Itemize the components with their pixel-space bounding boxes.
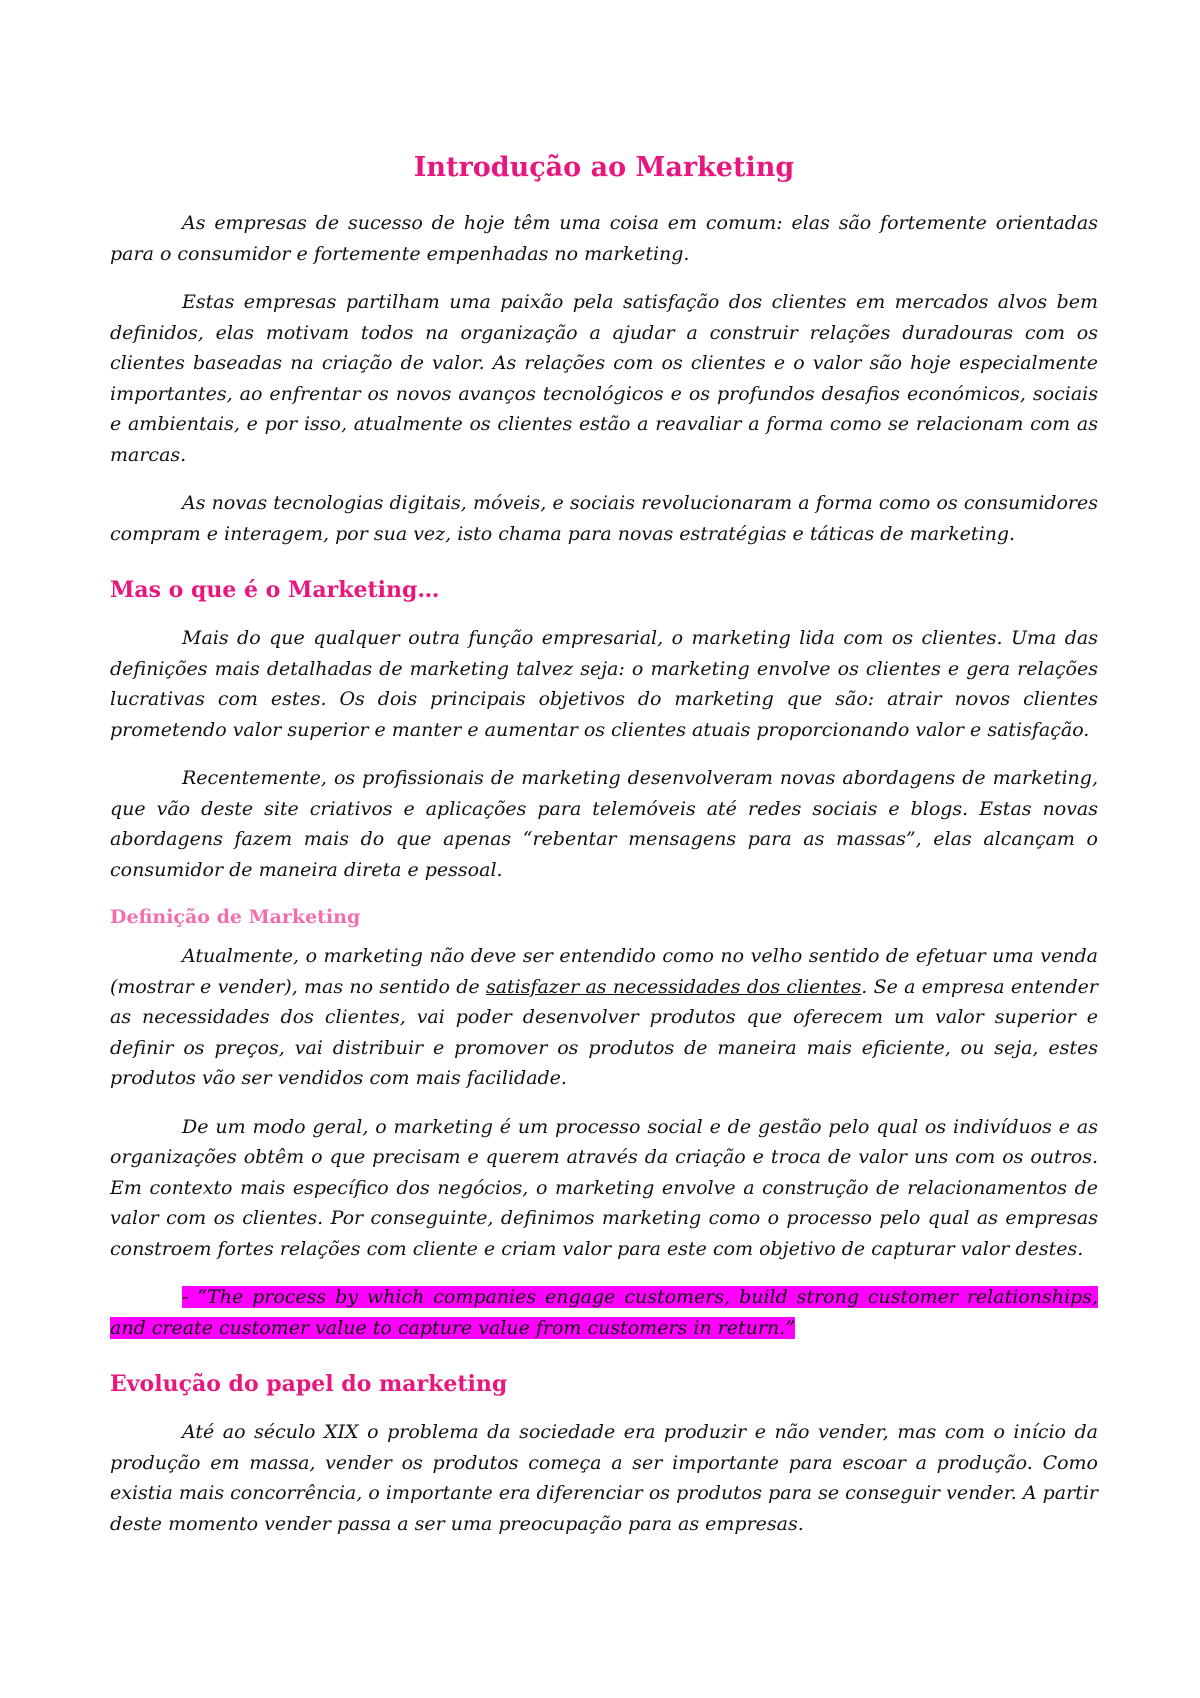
section1-paragraph-1: Mais do que qualquer outra função empresarial, o marketing lida com os clientes. Uma das definições mais detalhadas de marketing talvez seja: o marketing envolve os clientes e gera relações lucrativas com estes. Os dois principais objetivos do marketing que são: atrair novos clientes prometendo valor superior e manter e aumentar os clientes atuais proporcionando valor e satisfação. <box>110 627 1098 741</box>
intro-paragraph-3: As novas tecnologias digitais, móveis, e sociais revolucionaram a forma como os consumidores compram e interagem, por sua vez, isto chama para novas estratégias e táticas de marketing. <box>110 492 1098 545</box>
intro-paragraph-2: Estas empresas partilham uma paixão pela satisfação dos clientes em mercados alvos bem definidos, elas motivam todos na organização a ajudar a construir relações duradouras com os clientes baseadas na criação de valor. As relações com os clientes e o valor são hoje especialmente importantes, ao enfrentar os novos avanços tecnológicos e os profundos desafios económicos, sociais e ambientais, e por isso, atualmente os clientes estão a reavaliar a forma como se relacionam com as marcas. <box>110 291 1098 466</box>
section-heading-evolution: Evolução do papel do marketing <box>110 1371 508 1397</box>
definition-paragraph-1 <box>110 941 1098 1094</box>
underlined-phrase: satisfazer as necessidades dos clientes <box>485 975 862 998</box>
definition-paragraph-2: De um modo geral, o marketing é um processo social e de gestão pelo qual os indivíduos e as organizações obtêm o que precisam e querem através da criação e troca de valor uns com os outros. Em contexto mais específico dos negócios, o marketing envolve a construção de relacionamentos de valor com os clientes. Por conseguinte, definimos marketing como o processo pelo qual as empresas constroem fortes relações com cliente e criam valor para este com objetivo de capturar valor destes. <box>110 1115 1098 1260</box>
page-title: Introdução ao Marketing <box>413 152 795 183</box>
intro-paragraph-1: As empresas de sucesso de hoje têm uma coisa em comum: elas são fortemente orientadas para o consumidor e fortemente empenhadas no marketing. <box>110 212 1098 265</box>
section-heading-what-is-marketing: Mas o que é o Marketing… <box>110 577 440 603</box>
definition-text-before: Atualmente, o marketing não deve ser entendido como no velho sentido de efetuar uma venda (mostrar e vender), mas no sentido de <box>110 945 1098 998</box>
section2-paragraph-1: Até ao século XIX o problema da sociedade era produzir e não vender, mas com o início da produção em massa, vender os produtos começa a ser importante para escoar a produção. Como existia mais concorrência, o importante era diferenciar os produtos para se conseguir vender. A partir deste momento vender passa a ser uma preocupação para as empresas. <box>110 1421 1098 1535</box>
quote-paragraph <box>110 1282 1098 1343</box>
subsection-heading-definition: Definição de Marketing <box>110 906 361 928</box>
highlighted-quote: - “The process by which companies engage customers, build strong customer relationships, and create customer value to capture value from customers in return.” <box>110 1286 1098 1339</box>
definition-text-after: . Se a empresa entender as necessidades dos clientes, vai poder desenvolver produtos que oferecem um valor superior e definir os preços, vai distribuir e promover os produtos de maneira mais eficiente, ou seja, estes produtos vão ser vendidos com mais facilidade. <box>110 975 1098 1089</box>
section1-paragraph-2: Recentemente, os profissionais de marketing desenvolveram novas abordagens de marketing, que vão deste site criativos e aplicações para telemóveis até redes sociais e blogs. Estas novas abordagens fazem mais do que apenas “rebentar mensagens para as massas”, elas alcançam o consumidor de maneira direta e pessoal. <box>110 767 1098 881</box>
